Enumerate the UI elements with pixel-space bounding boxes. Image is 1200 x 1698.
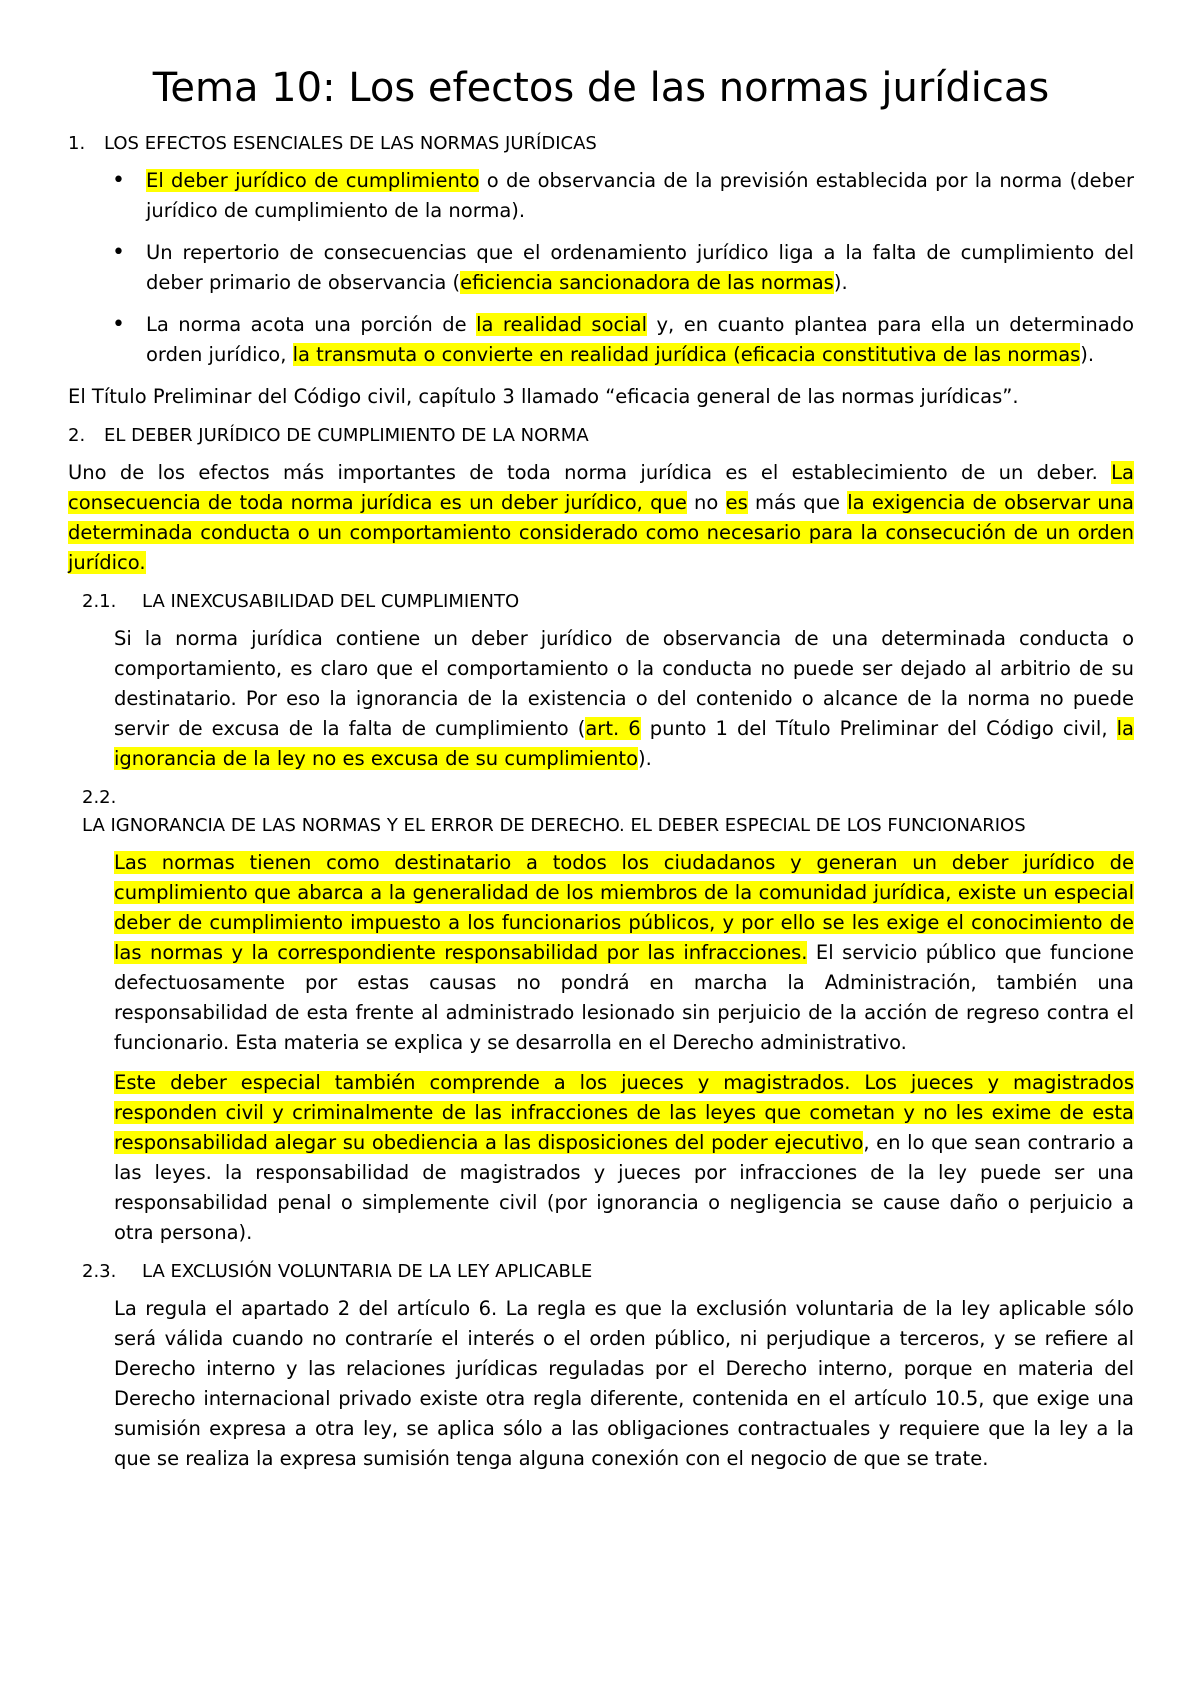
- list-item: • El deber jurídico de cumplimiento o de observancia de la previsión establecida por la norma (deber jurídico de cumplimiento de la norma).: [112, 168, 1134, 222]
- section-2-3-heading: 2.3. LA EXCLUSIÓN VOLUNTARIA DE LA LEY APLICABLE: [82, 1261, 593, 1282]
- section-2-3-paragraph: La regula el apartado 2 del artículo 6. La regla es que la exclusión voluntaria de la ley aplicable sólo será válida cuando no contraríe el interés o el orden público, ni perjudique a terceros, y se refiere al Derecho interno y las relaciones jurídicas reguladas por el Derecho interno, porque en materia del Derecho internacional privado existe otra regla diferente, contenida en el artículo 10.5, que exige una sumisión expresa a otra ley, se aplica sólo a las obligaciones contractuales y requiere que la ley a la que se realiza la expresa sumisión tenga alguna conexión con el negocio de que se trate.: [114, 1297, 1134, 1470]
- section-1-note: El Título Preliminar del Código civil, capítulo 3 llamado “eficacia general de las normas jurídicas”.: [68, 385, 1019, 408]
- list-item: • Un repertorio de consecuencias que el ordenamiento jurídico liga a la falta de cumplimiento del deber primario de observancia (eficiencia sancionadora de las normas).: [112, 240, 1134, 294]
- section-2-paragraph: Uno de los efectos más importantes de toda norma jurídica es el establecimiento de un deber. La consecuencia de toda norma jurídica es un deber jurídico, que no es más que la exigencia de observar una determinada conducta o un comportamiento considerado como necesario para la consecución de un orden jurídico.: [68, 461, 1134, 574]
- bullet-icon: •: [112, 240, 125, 265]
- bullet-icon: •: [112, 312, 125, 337]
- section-2-heading: 2. EL DEBER JURÍDICO DE CUMPLIMIENTO DE LA NORMA: [68, 425, 589, 446]
- section-2-2-paragraph-1: Las normas tienen como destinatario a todos los ciudadanos y generan un deber jurídico de cumplimiento que abarca a la generalidad de los miembros de la comunidad jurídica, existe un especial deber de cumplimiento impuesto a los funcionarios públicos, y por ello se les exige el conocimiento de las normas y la correspondiente responsabilidad por las infracciones. El servicio público que funcione defectuosamente por estas causas no pondrá en marcha la Administración, también una responsabilidad de esta frente al administrado lesionado sin perjuicio de la acción de regreso contra el funcionario. Esta materia se explica y se desarrolla en el Derecho administrativo.: [114, 851, 1135, 1054]
- section-2-2-heading: 2.2.LA IGNORANCIA DE LAS NORMAS Y EL ERROR DE DERECHO. EL DEBER ESPECIAL DE LOS FUNCIONARIOS: [82, 787, 1026, 836]
- section-2-1-paragraph: Si la norma jurídica contiene un deber jurídico de observancia de una determinada conducta o comportamiento, es claro que el comportamiento o la conducta no puede ser dejado al arbitrio de su destinatario. Por eso la ignorancia de la existencia o del contenido o alcance de la norma no puede servir de excusa de la falta de cumplimiento (art. 6 punto 1 del Título Preliminar del Código civil, la ignorancia de la ley no es excusa de su cumplimiento).: [114, 627, 1134, 770]
- bullet-icon: •: [112, 168, 125, 193]
- section-1-list: [68, 166, 1134, 370]
- list-item: • La norma acota una porción de la realidad social y, en cuanto plantea para ella un determinado orden jurídico, la transmuta o convierte en realidad jurídica (eficacia constitutiva de las normas).: [112, 312, 1134, 366]
- section-2-2-paragraph-2: Este deber especial también comprende a los jueces y magistrados. Los jueces y magistrados responden civil y criminalmente de las infracciones de las leyes que cometan y no les exime de esta responsabilidad alegar su obediencia a las disposiciones del poder ejecutivo, en lo que sean contrario a las leyes. la responsabilidad de magistrados y jueces por infracciones de la ley puede ser una responsabilidad penal o simplemente civil (por ignorancia o negligencia se cause daño o perjuicio a otra persona).: [114, 1071, 1134, 1244]
- section-2-1-heading: 2.1. LA INEXCUSABILIDAD DEL CUMPLIMIENTO: [82, 591, 520, 612]
- page-title: Tema 10: Los efectos de las normas jurídicas: [152, 65, 1050, 111]
- section-1-heading: 1. LOS EFECTOS ESENCIALES DE LAS NORMAS JURÍDICAS: [68, 133, 597, 154]
